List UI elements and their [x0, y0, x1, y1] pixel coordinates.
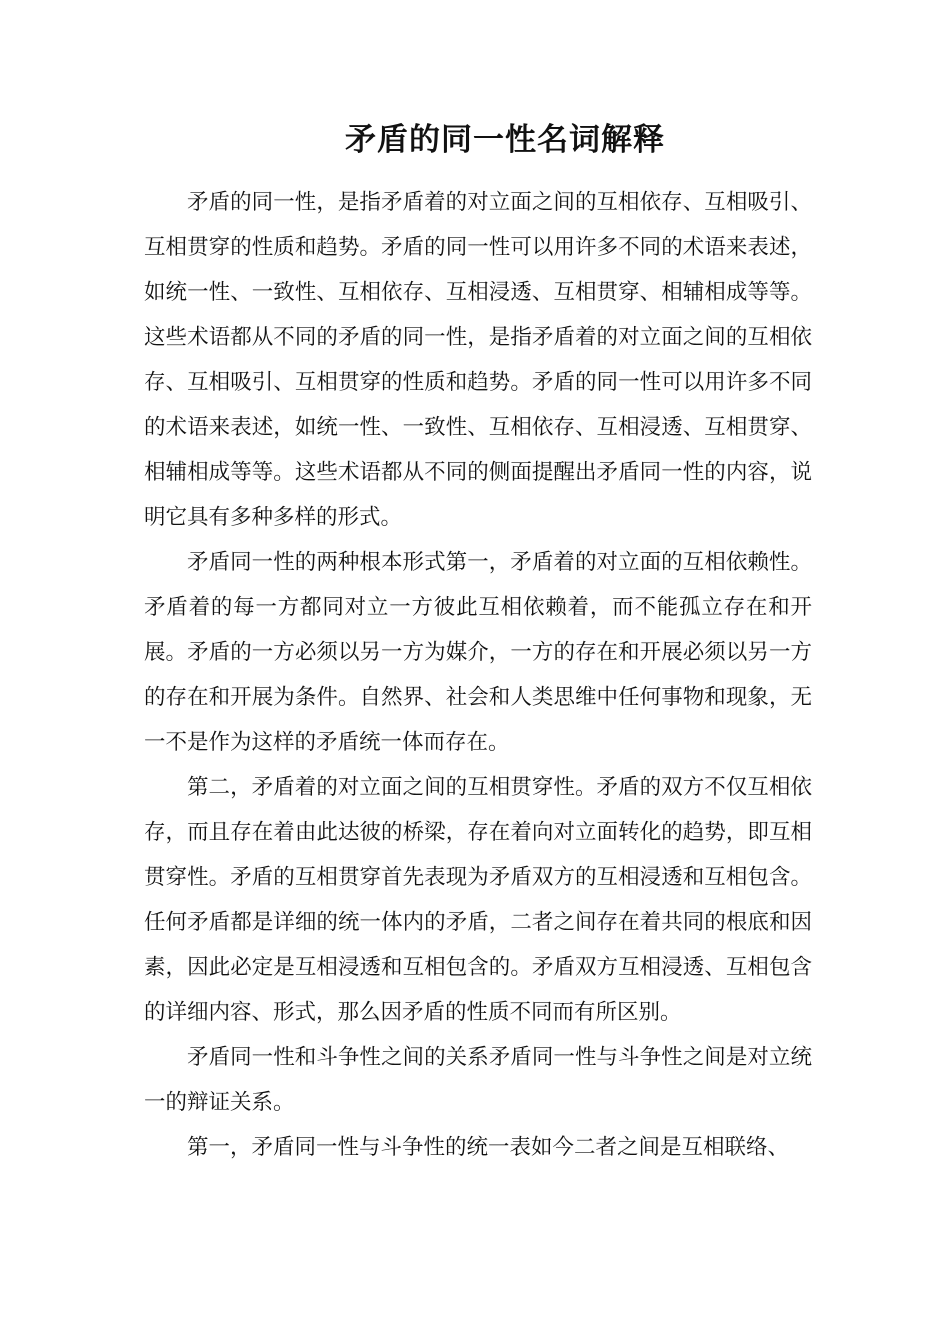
- paragraph-3: 第二，矛盾着的对立面之间的互相贯穿性。矛盾的双方不仅互相依存，而且存在着由此达彼的桥梁，存在着向对立面转化的趋势，即互相贯穿性。矛盾的互相贯穿首先表现为矛盾双方的互相浸透和互相包含。任何矛盾都是详细的统一体内的矛盾，二者之间存在着共同的根底和因素，因此必定是互相浸透和互相包含的。矛盾双方互相浸透、互相包含的详细内容、形式，那么因矛盾的性质不同而有所区别。: [144, 775, 812, 1025]
- document-body: [144, 180, 812, 1170]
- document-title: 矛盾的同一性名词解释: [345, 122, 665, 158]
- paragraph-5: 第一，矛盾同一性与斗争性的统一表如今二者之间是互相联络、: [187, 1135, 790, 1160]
- paragraph-1: 矛盾的同一性，是指矛盾着的对立面之间的互相依存、互相吸引、互相贯穿的性质和趋势。矛盾的同一性可以用许多不同的术语来表述，如统一性、一致性、互相依存、互相浸透、互相贯穿、相辅相成等等。这些术语都从不同的矛盾的同一性，是指矛盾着的对立面之间的互相依存、互相吸引、互相贯穿的性质和趋势。矛盾的同一性可以用许多不同的术语来表述，如统一性、一致性、互相依存、互相浸透、互相贯穿、相辅相成等等。这些术语都从不同的侧面提醒出矛盾同一性的内容，说明它具有多种多样的形式。: [144, 190, 812, 530]
- paragraph-2: 矛盾同一性的两种根本形式第一，矛盾着的对立面的互相依赖性。矛盾着的每一方都同对立一方彼此互相依赖着，而不能孤立存在和开展。矛盾的一方必须以另一方为媒介，一方的存在和开展必须以另一方的存在和开展为条件。自然界、社会和人类思维中任何事物和现象，无一不是作为这样的矛盾统一体而存在。: [144, 550, 812, 755]
- paragraph-4: 矛盾同一性和斗争性之间的关系矛盾同一性与斗争性之间是对立统一的辩证关系。: [144, 1045, 812, 1115]
